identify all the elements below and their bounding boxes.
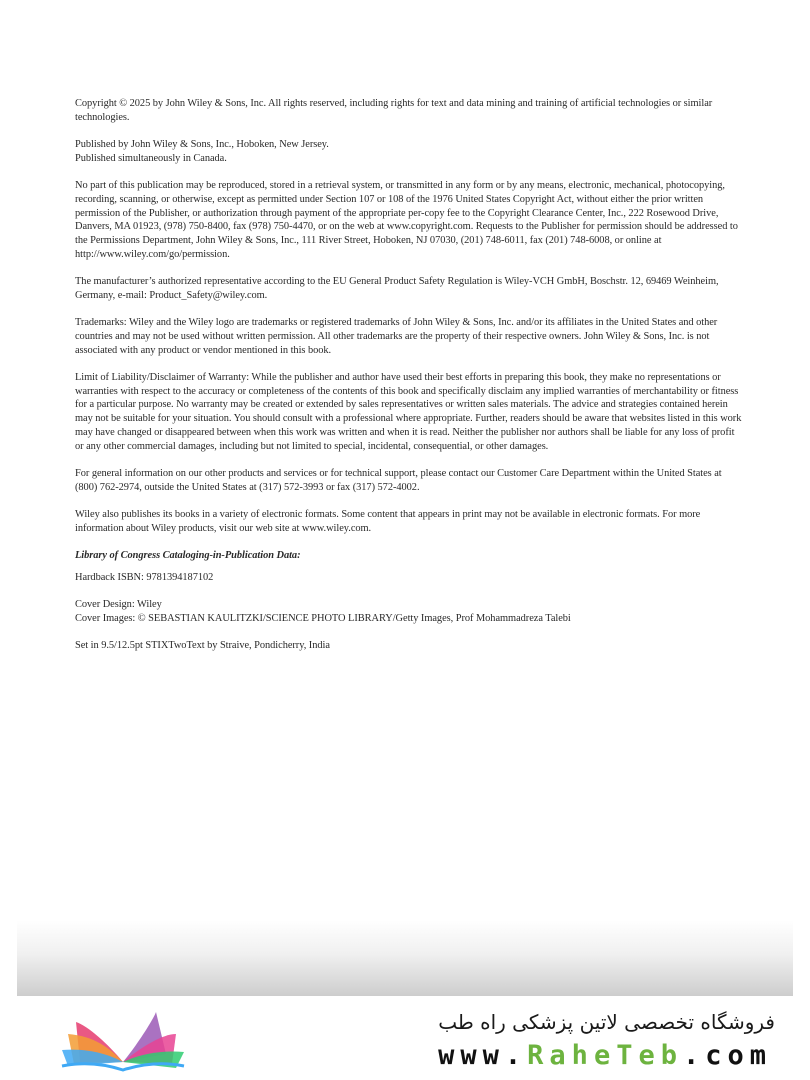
eu-representative-notice: The manufacturer’s authorized representative according to the EU General Product Safety Regulation is Wiley-VCH GmbH, Boschstr. 12, 69469 Weinheim, Germany, e-mail: Product_Safety@wiley.com.: [75, 276, 719, 301]
loc-heading: Library of Congress Cataloging-in-Publication Data:: [75, 550, 301, 562]
cover-credits: [75, 598, 745, 625]
copyright-notice: Copyright © 2025 by John Wiley & Sons, Inc. All rights reserved, including rights for text and data mining and training of artificial technologies or similar technologies.: [75, 98, 713, 123]
cover-images: Cover Images: © SEBASTIAN KAULITZKI/SCIENCE PHOTO LIBRARY/Getty Images, Prof Mohammadreza Talebi: [75, 612, 571, 624]
reproduction-notice: No part of this publication may be reproduced, stored in a retrieval system, or transmitted in any form or by any means, electronic, mechanical, photocopying, recording, scanning, or otherwise, except as permitted under Section 107 or 108 of the 1976 United States Copyright Act, without either the prior written permission of the Publisher, or authorization through payment of the appropriate per-copy fee to the Copyright Clearance Center, Inc., 222 Rosewood Drive, Danvers, MA 01923, (978) 750-8400, fax (978) 750-4470, or on the web at www.copyright.com. Requests to the Publisher for permission should be addressed to the Permissions Department, John Wiley & Sons, Inc., 111 River Street, Hoboken, NJ 07030, (201) 748-6011, fax (201) 748-6008, or online at http://www.wiley.com/go/permission.: [75, 180, 738, 260]
page-shadow: [17, 920, 793, 996]
trademarks-notice: Trademarks: Wiley and the Wiley logo are trademarks or registered trademarks of John Wiley & Sons, Inc. and/or its affiliates in the United States and other countries and may not be used without written permission. All other trademarks are the property of their respective owners. John Wiley & Sons, Inc. is not associated with any product or vendor mentioned in this book.: [75, 317, 718, 356]
published-line-2: Published simultaneously in Canada.: [75, 152, 227, 164]
store-name-persian: فروشگاه تخصصی لاتین پزشکی راه طب: [438, 1010, 775, 1034]
publisher-info: [75, 138, 745, 165]
cover-design: Cover Design: Wiley: [75, 599, 162, 611]
copyright-text-block: [75, 97, 745, 667]
liability-disclaimer: Limit of Liability/Disclaimer of Warranty: While the publisher and author have used their best efforts in preparing this book, they make no representations or warranties with respect to the accuracy or completeness of the contents of this book and specifically disclaim any implied warranties of merchantability or fitness for a particular purpose. No warranty may be created or extended by sales representatives or written sales materials. The advice and strategies contained herein may not be suitable for your situation. You should consult with a professional where appropriate. Further, readers should be aware that websites listed in this work may have changed or disappeared between when this work was written and when it is read. Neither the publisher nor authors shall be liable for any loss of profit or any other commercial damages, including but not limited to special, incidental, consequential, or other damages.: [75, 371, 742, 452]
watermark-footer: [0, 996, 810, 1080]
support-info: For general information on our other products and services or for technical support, please contact our Customer Care Department within the United States at (800) 762-2974, outside the United States at (317) 572-3993 or fax (317) 572-4002.: [75, 467, 722, 493]
site-brand: RaheTeb: [527, 1040, 683, 1071]
typeset-info: Set in 9.5/12.5pt STIXTwoText by Straive, Pondicherry, India: [75, 640, 330, 652]
open-book-logo-icon: [58, 1004, 188, 1074]
store-website: [438, 1040, 772, 1071]
site-suffix: .com: [682, 1040, 772, 1071]
published-line-1: Published by John Wiley & Sons, Inc., Hoboken, New Jersey.: [75, 139, 329, 151]
electronic-formats-info: Wiley also publishes its books in a variety of electronic formats. Some content that appears in print may not be available in electronic formats. For more information about Wiley products, visit our web site at www.wiley.com.: [75, 508, 701, 534]
isbn: Hardback ISBN: 9781394187102: [75, 571, 214, 583]
site-prefix: www.: [438, 1040, 528, 1071]
